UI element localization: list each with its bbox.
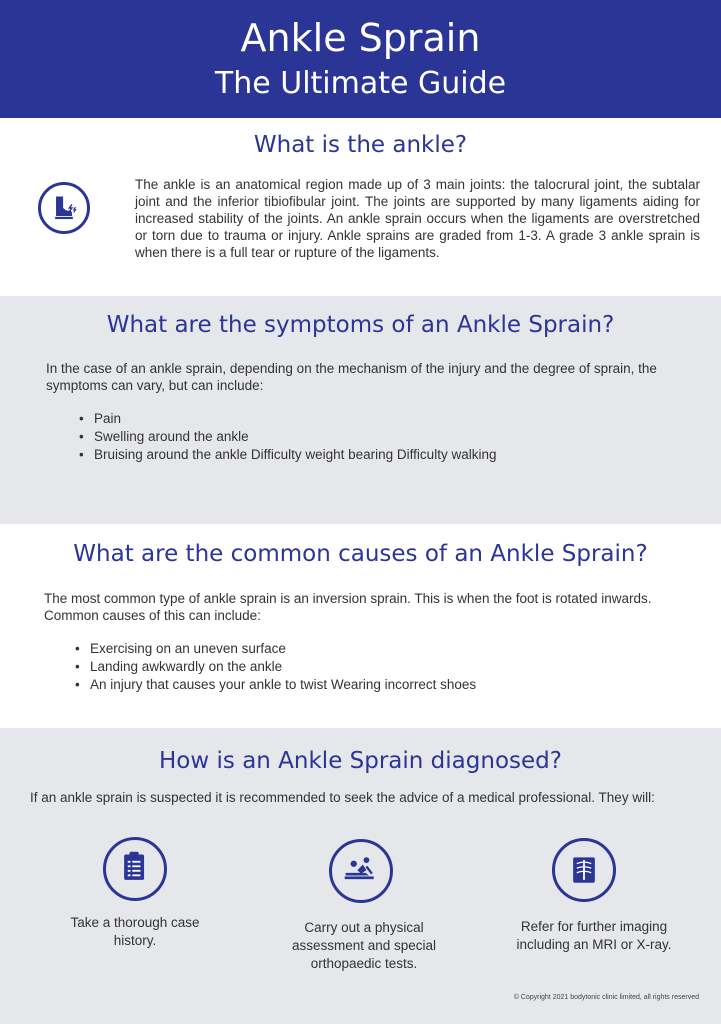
symptoms-intro: In the case of an ankle sprain, depending on the mechanism of the injury and the degree of sprain, the symptoms can vary, but can include: bbox=[46, 361, 657, 393]
diagnosis-heading: How is an Ankle Sprain diagnosed? bbox=[159, 748, 562, 774]
list-item: • An injury that causes your ankle to twist Wearing incorrect shoes bbox=[72, 676, 476, 694]
list-item: • Landing awkwardly on the ankle bbox=[72, 658, 476, 676]
causes-heading: What are the common causes of an Ankle Sprain? bbox=[73, 541, 648, 567]
causes-section bbox=[0, 524, 721, 728]
diagnosis-step-3: Refer for further imaging including an MRI or X-ray. bbox=[516, 919, 672, 952]
what-is-section bbox=[0, 118, 721, 296]
causes-intro: The most common type of ankle sprain is an inversion sprain. This is when the foot is rotated inwards. Common causes of this can include: bbox=[44, 591, 652, 623]
what-is-body: The ankle is an anatomical region made up of 3 main joints: the talocrural joint, the subtalar joint and the inferior tibiofibular joint. The joints are supported by many ligaments aiding for increased stability of the joints. An ankle sprain occurs when the ligaments are overstretched or torn due to trauma or injury. Ankle sprains are graded from 1-3. A grade 3 ankle sprain is when there is a full tear or rupture of the ligaments. bbox=[135, 177, 700, 260]
foot-pain-icon bbox=[38, 182, 90, 234]
diagnosis-intro: If an ankle sprain is suspected it is recommended to seek the advice of a medical professional. They will: bbox=[30, 790, 655, 805]
page-header bbox=[0, 0, 721, 118]
symptoms-section bbox=[0, 296, 721, 524]
page-subtitle: The Ultimate Guide bbox=[214, 66, 507, 101]
diagnosis-step-1: Take a thorough case history. bbox=[70, 915, 200, 948]
list-item: • Pain bbox=[76, 410, 496, 428]
list-item: • Swelling around the ankle bbox=[76, 428, 496, 446]
clipboard-icon bbox=[103, 837, 167, 901]
page-title: Ankle Sprain bbox=[240, 16, 481, 60]
xray-icon bbox=[552, 838, 616, 902]
list-item: • Exercising on an uneven surface bbox=[72, 640, 476, 658]
physical-assessment-icon bbox=[329, 839, 393, 903]
what-is-heading: What is the ankle? bbox=[253, 132, 468, 158]
symptoms-heading: What are the symptoms of an Ankle Sprain? bbox=[106, 312, 615, 338]
copyright: © Copyright 2021 bodytonic clinic limited, all rights reserved bbox=[513, 994, 699, 1001]
list-item: • Bruising around the ankle Difficulty weight bearing Difficulty walking bbox=[76, 446, 496, 464]
symptoms-list bbox=[76, 410, 496, 464]
diagnosis-step-2: Carry out a physical assessment and special orthopaedic tests. bbox=[291, 920, 437, 971]
causes-list bbox=[72, 640, 476, 694]
